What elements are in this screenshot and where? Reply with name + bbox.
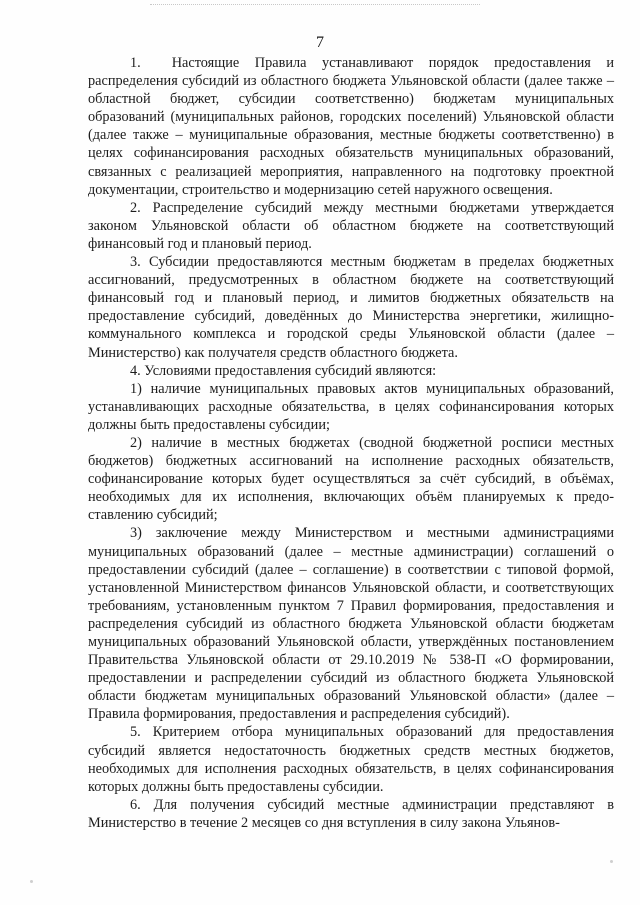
paragraph-condition-1: 1) наличие муниципальных правовых актов муниципальных образований, устанавливающих расходные обязательства, в целях софинансирования которых должны быть предоставлены субсидии;: [88, 380, 614, 433]
paragraph-6: 6. Для получения субсидий местные администрации представляют в Министерство в течение 2 месяцев со дня вступления в силу закона Ульянов-: [88, 796, 614, 831]
scan-speck: [30, 880, 33, 883]
scan-speck: [610, 860, 613, 863]
scan-edge-line: [150, 4, 480, 5]
paragraph-1: 1. Настоящие Правила устанавливают порядок предоставления и распределения субсидий из областного бюджета Ульяновской области (далее также – областной бюджет, субсидии соответственно) бюджетам муниципальных образований (муниципальных районов, городских поселений) Ульяновской области (далее также – муниципальные образования, местные бюджеты соответственно) в целях софинансирования расходных обязательств муниципальных образований, связанных с реализацией мероприятия, направленного на подготовку проектной документации, строительство и модернизацию сетей наружного освещения.: [88, 55, 614, 198]
paragraph-condition-2: 2) наличие в местных бюджетах (сводной бюджетной росписи местных бюджетов) бюджетных ассигнований на исполнение расходных обязательств, софинансирование которых будет осуществляться за счёт субсидий, в объёмах, необходимых для их исполнения, включающих объём планируемых к предоставлению субсидий;: [88, 434, 614, 524]
paragraph-3: 3. Субсидии предоставляются местным бюджетам в пределах бюджетных ассигнований, предусмотренных в областном бюджете на соответствующий финансовый год и плановый период, и лимитов бюджетных обязательств на предоставление субсидий, доведённых до Министерства энергетики, жилищно-коммунального комплекса и городской среды Ульяновской области (далее – Министерство) как получателя средств областного бюджета.: [88, 254, 614, 361]
paragraph-condition-3: 3) заключение между Министерством и местными администрациями муниципальных образований (далее – местные администрации) соглашений о предоставлении субсидий (далее – соглашение) в соответствии с типовой формой, установленной Министерством финансов Ульяновской области, и соответствующих требованиям, установленным пунктом 7 Правил формирования, предоставления и распределения субсидий из областного бюджета Ульяновской области бюджетам муниципальных образований Ульяновской области, утверждённых постановлением Правительства Ульяновской области от 29.10.2019 № 538-П «О формировании, предоставлении и распределении субсидий из областного бюджета Ульяновской области бюджетам муниципальных образований Ульяновской области» (далее – Правила формирования, предоставления и распределения субсидий).: [88, 525, 614, 723]
page-number: 7: [316, 34, 324, 51]
paragraph-2: 2. Распределение субсидий между местными бюджетами утверждается законом Ульяновской области об областном бюджете на соответствующий финансовый год и плановый период.: [88, 199, 614, 252]
paragraph-5: 5. Критерием отбора муниципальных образований для предоставления субсидий является недостаточность бюджетных средств местных бюджетов, необходимых для исполнения расходных обязательств, в целях софинансирования которых должны быть предоставлены субсидии.: [88, 724, 614, 795]
paragraph-4: 4. Условиями предоставления субсидий являются:: [130, 362, 437, 379]
document-body: [88, 54, 614, 832]
